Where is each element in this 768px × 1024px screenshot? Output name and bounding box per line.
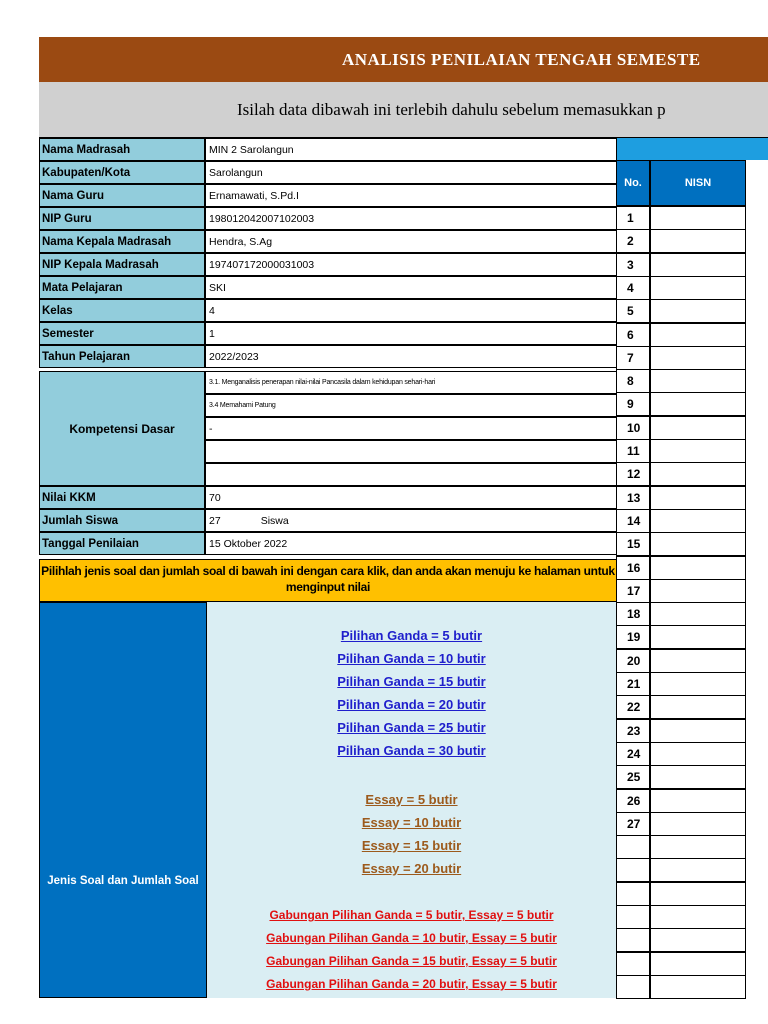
field-label: Tahun Pelajaran (39, 345, 205, 368)
field-value[interactable]: 4 (205, 299, 617, 322)
student-row-number: 3 (616, 253, 650, 277)
student-row-number: 24 (616, 742, 650, 766)
student-nisn-cell[interactable] (650, 229, 746, 253)
field-label: Kelas (39, 299, 205, 322)
field-label: Nama Guru (39, 184, 205, 207)
student-nisn-cell[interactable] (650, 509, 746, 533)
field-value[interactable]: Ernamawati, S.Pd.I (205, 184, 617, 207)
link-gabungan[interactable]: Gabungan Pilihan Ganda = 20 butir, Essay = 5 butir (266, 977, 557, 991)
column-header-nisn (650, 160, 746, 206)
student-nisn-cell[interactable] (650, 789, 746, 813)
student-row-number: 12 (616, 462, 650, 486)
student-nisn-cell[interactable] (650, 625, 746, 649)
link-pilihan-ganda[interactable]: Pilihan Ganda = 5 butir (340, 628, 483, 643)
student-nisn-cell[interactable] (650, 253, 746, 277)
field-value[interactable]: SKI (205, 276, 617, 299)
student-nisn-cell[interactable] (650, 742, 746, 766)
link-gabungan[interactable]: Gabungan Pilihan Ganda = 10 butir, Essay = 5 butir (266, 931, 557, 945)
field-value[interactable]: 197407172000031003 (205, 253, 617, 276)
student-nisn-cell[interactable] (650, 392, 746, 416)
student-row-number: 10 (616, 416, 650, 440)
field-label: Kabupaten/Kota (39, 161, 205, 184)
field-value[interactable] (205, 509, 617, 532)
student-row-number: 20 (616, 649, 650, 673)
student-row-number (616, 858, 650, 882)
kompetensi-dasar-item[interactable]: 3.1. Menganalisis penerapan nilai-nilai Pancasila dalam kehidupan sehari-hari (205, 371, 617, 394)
link-pilihan-ganda[interactable]: Pilihan Ganda = 20 butir (337, 697, 486, 712)
student-row-number: 14 (616, 509, 650, 533)
field-label: Mata Pelajaran (39, 276, 205, 299)
student-nisn-cell[interactable] (650, 206, 746, 230)
student-row-number: 23 (616, 719, 650, 743)
kompetensi-dasar-item[interactable] (205, 463, 617, 486)
sheet-title-banner (39, 37, 768, 82)
student-row-number: 6 (616, 323, 650, 347)
student-nisn-cell[interactable] (650, 462, 746, 486)
student-row-number (616, 952, 650, 976)
link-gabungan[interactable]: Gabungan Pilihan Ganda = 15 butir, Essay = 5 butir (266, 954, 557, 968)
field-value[interactable]: MIN 2 Sarolangun (205, 138, 617, 161)
student-row-number (616, 882, 650, 906)
student-nisn-cell[interactable] (650, 975, 746, 999)
field-label: Nama Kepala Madrasah (39, 230, 205, 253)
student-nisn-cell[interactable] (650, 835, 746, 859)
kompetensi-dasar-label-text: Kompetensi Dasar (69, 421, 175, 436)
student-row-number: 21 (616, 672, 650, 696)
field-value[interactable]: 2022/2023 (205, 345, 617, 368)
field-label: Semester (39, 322, 205, 345)
student-row-number: 2 (616, 229, 650, 253)
student-row-number: 8 (616, 369, 650, 393)
student-row-number: 15 (616, 532, 650, 556)
field-label: Tanggal Penilaian (39, 532, 205, 555)
column-header-no-text: No. (624, 177, 642, 189)
link-pilihan-ganda[interactable]: Pilihan Ganda = 15 butir (337, 674, 486, 689)
student-nisn-cell[interactable] (650, 602, 746, 626)
student-row-number: 22 (616, 695, 650, 719)
student-nisn-cell[interactable] (650, 532, 746, 556)
instruction-notice-text: Pilihlah jenis soal dan jumlah soal di bawah ini dengan cara klik, dan anda akan menuju ke halaman untuk menginput nilai (41, 564, 615, 594)
field-label: NIP Kepala Madrasah (39, 253, 205, 276)
student-row-number: 13 (616, 486, 650, 510)
student-nisn-cell[interactable] (650, 695, 746, 719)
student-row-number: 26 (616, 789, 650, 813)
table-header-bar (617, 138, 768, 160)
kompetensi-dasar-item[interactable]: - (205, 417, 617, 440)
student-row-number: 1 (616, 206, 650, 230)
field-unit-text: Siswa (260, 515, 289, 527)
student-nisn-cell[interactable] (650, 439, 746, 463)
column-header-no (616, 160, 650, 206)
student-row-number: 27 (616, 812, 650, 836)
student-nisn-cell[interactable] (650, 369, 746, 393)
student-row-number (616, 928, 650, 952)
question-type-links-panel (207, 602, 616, 998)
student-nisn-cell[interactable] (650, 299, 746, 323)
instruction-text: Isilah data dibawah ini terlebih dahulu sebelum memasukkan p (237, 100, 666, 119)
link-pilihan-ganda[interactable]: Pilihan Ganda = 10 butir (337, 651, 486, 666)
student-nisn-cell[interactable] (650, 812, 746, 836)
field-label: Nama Madrasah (39, 138, 205, 161)
field-value[interactable]: 198012042007102003 (205, 207, 617, 230)
kompetensi-dasar-item[interactable]: 3.4 Memahami Patung (205, 394, 617, 417)
field-value[interactable]: Sarolangun (205, 161, 617, 184)
student-row-number (616, 975, 650, 999)
column-header-nisn-text: NISN (684, 177, 712, 189)
link-essay[interactable]: Essay = 5 butir (365, 792, 458, 807)
link-essay[interactable]: Essay = 15 butir (361, 838, 462, 853)
student-row-number (616, 835, 650, 859)
link-pilihan-ganda[interactable]: Pilihan Ganda = 25 butir (337, 720, 486, 735)
student-row-number: 7 (616, 346, 650, 370)
field-value[interactable]: Hendra, S.Ag (205, 230, 617, 253)
jenis-soal-label (39, 602, 207, 998)
jenis-soal-label-text: Jenis Soal dan Jumlah Soal (47, 875, 199, 887)
field-value[interactable] (205, 486, 617, 509)
student-row-number: 18 (616, 602, 650, 626)
field-label: Jumlah Siswa (39, 509, 205, 532)
field-value[interactable]: 1 (205, 322, 617, 345)
student-row-number: 9 (616, 392, 650, 416)
link-pilihan-ganda[interactable]: Pilihan Ganda = 30 butir (337, 743, 486, 758)
student-nisn-cell[interactable] (650, 672, 746, 696)
instruction-notice (39, 559, 617, 602)
student-row-number (616, 905, 650, 929)
link-gabungan[interactable]: Gabungan Pilihan Ganda = 5 butir, Essay = 5 butir (269, 908, 554, 922)
student-row-number: 11 (616, 439, 650, 463)
kompetensi-dasar-label (39, 371, 205, 486)
student-row-number: 17 (616, 579, 650, 603)
student-row-number: 25 (616, 765, 650, 789)
student-nisn-cell[interactable] (650, 486, 746, 510)
student-row-number: 19 (616, 625, 650, 649)
field-label: Nilai KKM (39, 486, 205, 509)
student-row-number: 16 (616, 556, 650, 580)
student-nisn-cell[interactable] (650, 579, 746, 603)
student-nisn-cell[interactable] (650, 556, 746, 580)
link-essay[interactable]: Essay = 20 butir (361, 861, 462, 876)
field-value-text: 15 Oktober 2022 (209, 538, 288, 550)
student-nisn-cell[interactable] (650, 346, 746, 370)
field-value[interactable] (205, 532, 617, 555)
student-nisn-cell[interactable] (650, 416, 746, 440)
student-nisn-cell[interactable] (650, 276, 746, 300)
student-nisn-cell[interactable] (650, 952, 746, 976)
student-nisn-cell[interactable] (650, 323, 746, 347)
field-value-text: 70 (209, 492, 221, 504)
student-nisn-cell[interactable] (650, 649, 746, 673)
instruction-banner (39, 82, 768, 138)
field-label: NIP Guru (39, 207, 205, 230)
student-row-number: 5 (616, 299, 650, 323)
student-nisn-cell[interactable] (650, 905, 746, 929)
field-value-text: 27 (209, 515, 221, 527)
sheet-title: ANALISIS PENILAIAN TENGAH SEMESTE (342, 50, 701, 69)
student-nisn-cell[interactable] (650, 765, 746, 789)
link-essay[interactable]: Essay = 10 butir (361, 815, 462, 830)
kompetensi-dasar-item[interactable] (205, 440, 617, 463)
student-nisn-cell[interactable] (650, 858, 746, 882)
student-nisn-cell[interactable] (650, 882, 746, 906)
student-row-number: 4 (616, 276, 650, 300)
student-nisn-cell[interactable] (650, 928, 746, 952)
student-nisn-cell[interactable] (650, 719, 746, 743)
